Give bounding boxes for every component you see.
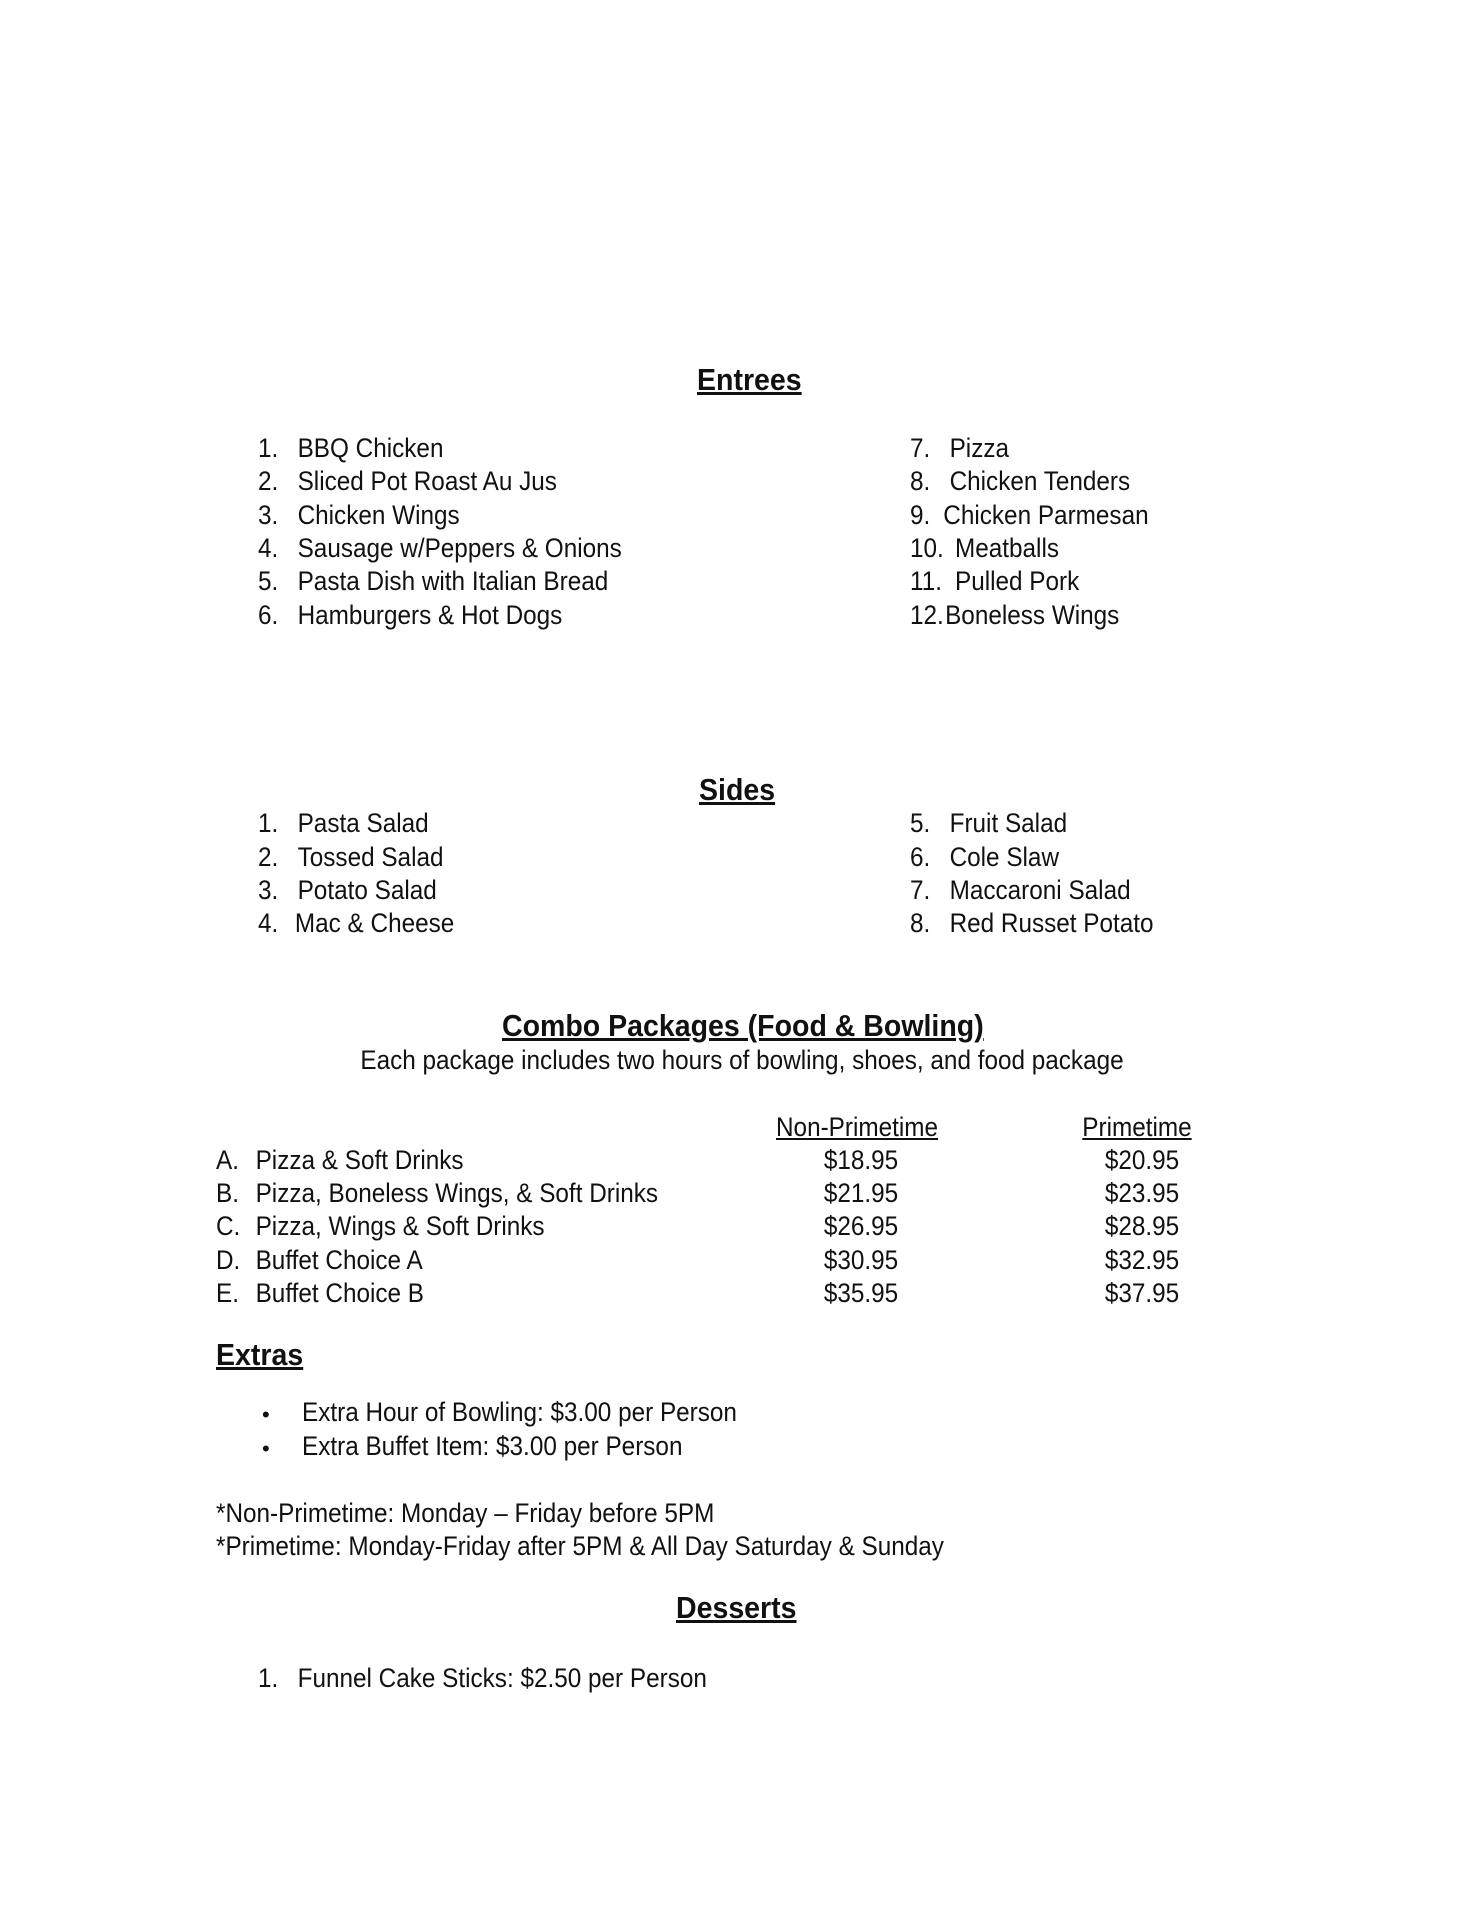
bullet-icon: • — [262, 1436, 270, 1461]
price-non-primetime: $26.95 — [823, 1211, 899, 1241]
column-header-primetime: Primetime — [1082, 1112, 1192, 1142]
column-header-non-primetime: Non-Primetime — [776, 1112, 939, 1142]
list-item: 4. Mac & Cheese — [258, 908, 455, 938]
list-item: 10. Meatballs — [910, 533, 1060, 563]
list-item: 6. Hamburgers & Hot Dogs — [258, 600, 563, 630]
list-item: 1. Funnel Cake Sticks: $2.50 per Person — [258, 1663, 707, 1693]
list-item: 7. Maccaroni Salad — [910, 875, 1131, 905]
combo-subtitle: Each package includes two hours of bowling, shoes, and food package — [360, 1045, 1124, 1075]
list-item: 8. Red Russet Potato — [910, 908, 1154, 938]
table-row: D. Buffet Choice A — [216, 1245, 423, 1275]
combo-heading: Combo Packages (Food & Bowling) — [502, 1008, 984, 1043]
table-row: A. Pizza & Soft Drinks — [216, 1145, 464, 1175]
price-primetime: $20.95 — [1104, 1145, 1180, 1175]
price-non-primetime: $21.95 — [823, 1178, 899, 1208]
list-item: 11. Pulled Pork — [910, 566, 1080, 596]
price-primetime: $28.95 — [1104, 1211, 1180, 1241]
table-row: E. Buffet Choice B — [216, 1278, 425, 1308]
list-item: 5. Fruit Salad — [910, 808, 1068, 838]
footnote: *Primetime: Monday-Friday after 5PM & All Day Saturday & Sunday — [216, 1531, 944, 1561]
price-non-primetime: $18.95 — [823, 1145, 899, 1175]
entrees-heading: Entrees — [697, 362, 802, 397]
list-item: 6. Cole Slaw — [910, 842, 1060, 872]
extras-heading: Extras — [216, 1337, 304, 1372]
bullet-icon: • — [262, 1402, 270, 1427]
list-item: 2. Sliced Pot Roast Au Jus — [258, 466, 557, 496]
list-item: 8. Chicken Tenders — [910, 466, 1131, 496]
price-non-primetime: $30.95 — [823, 1245, 899, 1275]
list-item: Extra Buffet Item: $3.00 per Person — [302, 1431, 683, 1461]
footnote: *Non-Primetime: Monday – Friday before 5PM — [216, 1498, 715, 1528]
list-item: 3. Chicken Wings — [258, 500, 460, 530]
price-non-primetime: $35.95 — [823, 1278, 899, 1308]
table-row: C. Pizza, Wings & Soft Drinks — [216, 1211, 545, 1241]
price-primetime: $37.95 — [1104, 1278, 1180, 1308]
desserts-heading: Desserts — [676, 1590, 797, 1625]
list-item: 4. Sausage w/Peppers & Onions — [258, 533, 622, 563]
list-item: 1. Pasta Salad — [258, 808, 429, 838]
list-item: 12.Boneless Wings — [910, 600, 1120, 630]
list-item: 7. Pizza — [910, 433, 1010, 463]
table-row: B. Pizza, Boneless Wings, & Soft Drinks — [216, 1178, 659, 1208]
list-item: 9. Chicken Parmesan — [910, 500, 1149, 530]
list-item: 2. Tossed Salad — [258, 842, 444, 872]
price-primetime: $23.95 — [1104, 1178, 1180, 1208]
price-primetime: $32.95 — [1104, 1245, 1180, 1275]
list-item: Extra Hour of Bowling: $3.00 per Person — [302, 1397, 737, 1427]
list-item: 3. Potato Salad — [258, 875, 437, 905]
sides-heading: Sides — [699, 772, 776, 807]
list-item: 5. Pasta Dish with Italian Bread — [258, 566, 609, 596]
list-item: 1. BBQ Chicken — [258, 433, 444, 463]
